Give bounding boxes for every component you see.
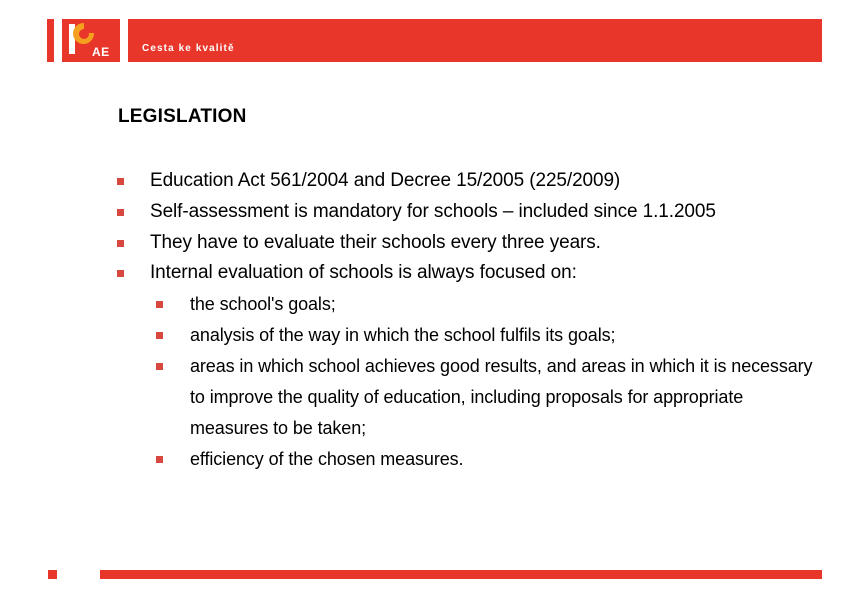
bullet-square-icon: [156, 332, 163, 339]
bullet-square-icon: [117, 178, 124, 185]
bullet-square-icon: [117, 240, 124, 247]
list-item-label: Education Act 561/2004 and Decree 15/2005 (225/2009): [150, 170, 621, 191]
logo-ae-label: AE: [92, 45, 110, 59]
list-item: [110, 166, 822, 197]
footer-rule: [100, 570, 822, 579]
slide-footer: [0, 560, 842, 595]
list-item-label: the school's goals;: [190, 294, 336, 315]
list-item: [110, 197, 822, 228]
footer-accent-tick: [48, 570, 57, 579]
list-item-label: areas in which school achieves good results, and areas in which it is necessary to improve the quality of education, including proposals for appropriate measures to be taken;: [190, 356, 813, 439]
bullet-square-icon: [117, 209, 124, 216]
bullet-square-icon: [156, 456, 163, 463]
list-item: [110, 228, 822, 259]
list-item-label: analysis of the way in which the school fulfils its goals;: [190, 325, 616, 346]
bullet-square-icon: [156, 301, 163, 308]
list-item: [110, 444, 822, 475]
list-item-label: They have to evaluate their schools every three years.: [150, 231, 601, 253]
header-tagline: Cesta ke kvalitě: [142, 43, 235, 54]
header-accent-tick: [47, 19, 54, 62]
page-title: LEGISLATION: [118, 106, 247, 127]
list-item-label: Self-assessment is mandatory for schools – included since 1.1.2005: [150, 200, 716, 222]
list-item: [110, 320, 822, 351]
list-item: [110, 258, 822, 289]
slide-header: [0, 0, 842, 80]
list-item-label: Internal evaluation of schools is always focused on:: [150, 262, 577, 284]
bullet-square-icon: [156, 363, 163, 370]
list-item: [110, 351, 822, 444]
header-banner: [128, 19, 822, 62]
logo-mark: [62, 19, 120, 62]
list-item: [110, 289, 822, 320]
list-item-label: efficiency of the chosen measures.: [190, 449, 464, 470]
bullet-square-icon: [117, 270, 124, 277]
slide-body: [110, 166, 822, 475]
logo-p-counter-icon: [79, 29, 89, 39]
